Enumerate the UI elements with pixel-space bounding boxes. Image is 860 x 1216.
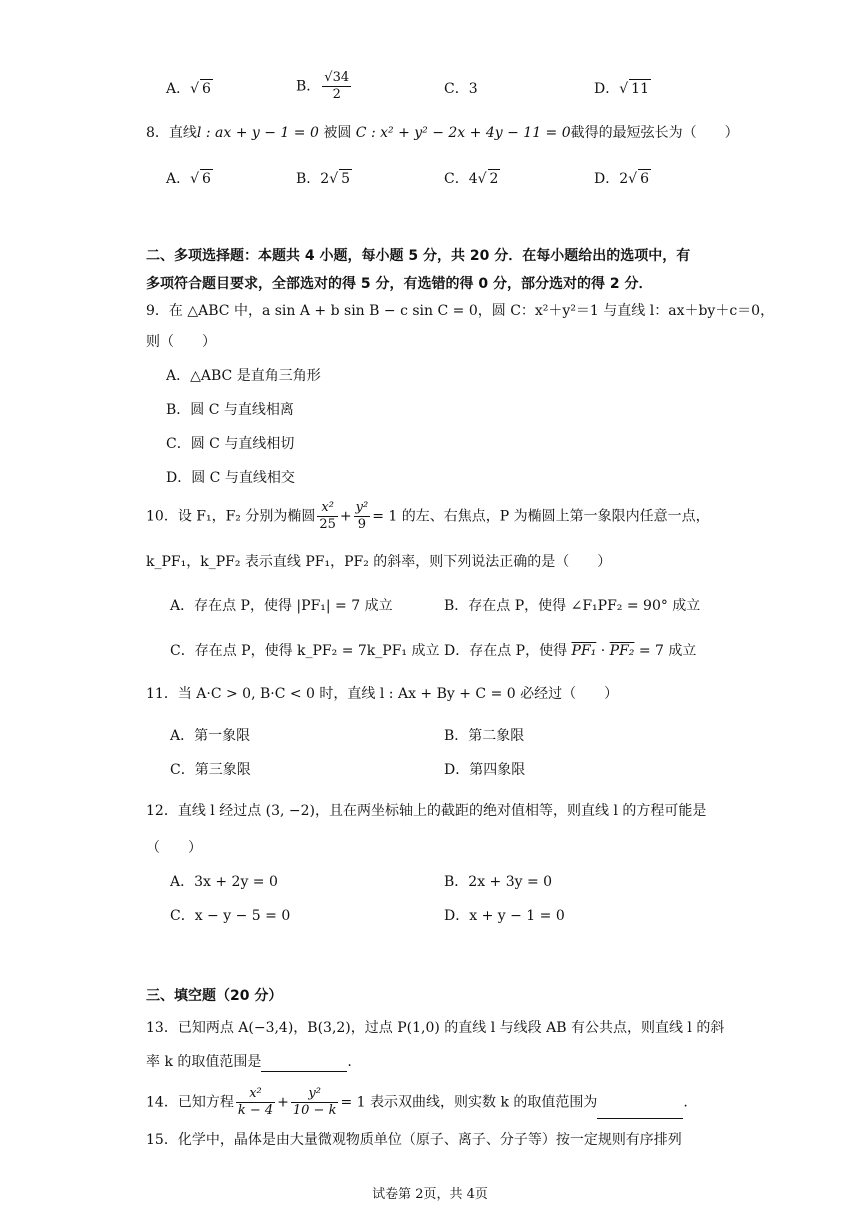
q7-option-c: C．3 — [444, 81, 478, 97]
q9-option-d: D．圆 C 与直线相交 — [166, 470, 295, 486]
q10-option-b: B．存在点 P，使得 ∠F₁PF₂ = 90° 成立 — [444, 598, 701, 614]
q12-option-b: B．2x + 3y = 0 — [444, 874, 553, 890]
q15-stem: 15．化学中，晶体是由大量微观物质单位（原子、离子、分子等）按一定规则有序排列 — [146, 1132, 682, 1148]
q9-stem-2: 则（ ） — [146, 334, 216, 350]
q9-option-b: B．圆 C 与直线相离 — [166, 402, 294, 418]
q12-stem: 12．直线 l 经过点 (3, −2)，且在两坐标轴上的截距的绝对值相等，则直线 l 的方程可能是 — [146, 803, 707, 819]
q7-option-a: A．√ 6 — [166, 81, 211, 97]
q10-option-c: C．存在点 P，使得 k_PF₂ = 7k_PF₁ 成立 — [170, 643, 440, 659]
section2-heading-line1: 二、多项选择题：本题共 4 小题，每小题 5 分，共 20 分．在每小题给出的选项中，有 — [146, 248, 691, 264]
q11-option-b: B．第二象限 — [444, 728, 525, 744]
q8-stem: 8．直线l : ax + y − 1 = 0 被圆 C : x² + y² − 2x + 4y − 11 = 0截得的最短弦长为（ ） — [146, 125, 739, 141]
q11-stem: 11．当 A·C > 0, B·C < 0 时，直线 l : Ax + By + C = 0 必经过（ ） — [146, 686, 619, 702]
q10-stem-2: k_PF₁，k_PF₂ 表示直线 PF₁，PF₂ 的斜率，则下列说法正确的是（ ） — [146, 554, 612, 570]
q8-option-d: D．2√ 6 — [594, 171, 649, 187]
q8-option-c: C．4√ 2 — [444, 171, 499, 187]
q14-answer-blank[interactable] — [597, 1104, 683, 1119]
q7-option-b: B． $\frac{√34}{2}$ — [296, 70, 350, 102]
q11-option-c: C．第三象限 — [170, 762, 251, 778]
q13-stem: 13．已知两点 A(−3,4)，B(3,2)，过点 P(1,0) 的直线 l 与线段 AB 有公共点，则直线 l 的斜 — [146, 1020, 725, 1036]
q12-stem-2: （ ） — [146, 840, 202, 856]
q9-stem: 9．在 △ABC 中，a sin A + b sin B − c sin C = 0，圆 C：x²＋y²＝1 与直线 l：ax＋by＋c＝0， — [146, 303, 775, 319]
q11-option-a: A．第一象限 — [170, 728, 251, 744]
q8-option-b: B．2√ 5 — [296, 171, 351, 187]
q10-stem: 10．设 F₁，F₂ 分别为椭圆 $\frac{\text{x²}}{25}$ + $\frac{\text{y²}}{9}$ = 1 的左、右焦点，P 为椭圆上第一象限内任意一点， — [146, 500, 710, 532]
q9-option-c: C．圆 C 与直线相切 — [166, 436, 295, 452]
q12-option-d: D．x + y − 1 = 0 — [444, 908, 565, 924]
q10-option-d: D．存在点 P，使得 PF₁ · PF₂ = 7 成立 — [444, 643, 697, 659]
q10-option-a: A．存在点 P，使得 |PF₁| = 7 成立 — [170, 598, 393, 614]
page-footer: 试卷第 2页，共 4页 — [372, 1187, 488, 1202]
q13-answer-blank[interactable] — [261, 1057, 347, 1072]
section2-heading-line2: 多项符合题目要求，全部选对的得 5 分，有选错的得 0 分，部分选对的得 2 分． — [146, 276, 653, 292]
q7-option-d: D．√ 11 — [594, 81, 649, 97]
q14-stem: 14．已知方程 $\frac{\text{x²}}{k - 4}$ + $\frac{\text{y²}}{10 - k}$ = 1 表示双曲线，则实数 k 的取值范围为 . — [146, 1086, 688, 1118]
q8-option-a: A．√ 6 — [166, 171, 211, 187]
q12-option-c: C．x − y − 5 = 0 — [170, 908, 291, 924]
q11-option-d: D．第四象限 — [444, 762, 526, 778]
q12-option-a: A．3x + 2y = 0 — [170, 874, 278, 890]
q9-option-a: A．△ABC 是直角三角形 — [166, 368, 321, 384]
q13-stem-2: 率 k 的取值范围是 . — [146, 1054, 352, 1070]
section3-heading: 三、填空题（20 分） — [146, 988, 283, 1004]
